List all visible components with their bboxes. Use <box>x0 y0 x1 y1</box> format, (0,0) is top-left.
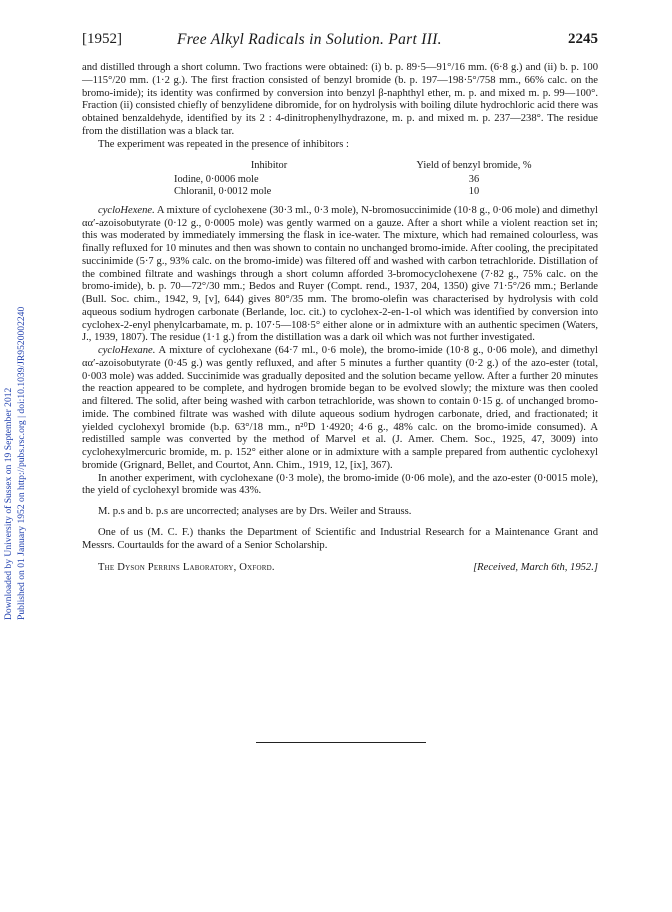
table-header-row <box>174 160 544 174</box>
paragraph-acknowledgement: One of us (M. C. F.) thanks the Department of Scientific and Industrial Research for a Maintenance Grant and Messrs. Courtaulds for the award of a Senior Scholarship. <box>82 526 598 551</box>
download-watermark <box>2 200 28 620</box>
cell-inhibitor: Iodine, 0·0006 mole <box>174 173 259 185</box>
paragraph-cyclohexene <box>82 205 598 345</box>
table-row <box>174 174 544 187</box>
paragraph-inhibitors-intro: The experiment was repeated in the presence of inhibitors : <box>98 138 349 150</box>
inhibitor-table <box>174 160 544 199</box>
section-heading-cyclohexane: cycloHexane. <box>98 345 156 356</box>
cell-yield: 10 <box>468 186 480 198</box>
page-number: 2245 <box>568 31 598 47</box>
end-rule <box>256 742 426 743</box>
doi-link[interactable]: Published on 01 January 1952 on http://pubs.rsc.org | doi:10.1039/JR9520002240 <box>16 306 27 620</box>
article-body <box>82 62 598 575</box>
download-notice: Downloaded by University of Sussex on 19 September 2012 <box>3 387 14 620</box>
header-title: Free Alkyl Radicals in Solution. Part III. <box>177 31 442 48</box>
cell-inhibitor: Chloranil, 0·0012 mole <box>174 186 272 198</box>
header-year: [1952] <box>82 31 122 47</box>
paragraph-fractions: and distilled through a short column. Two fractions were obtained: (i) b. p. 89·5—91°/16 mm. (6·8 g.) and (ii) b. p. 100—115°/20 mm. (1·2 g.). The first fraction consisted of benzyl bromide (b. p. 197—198·5°/758 mm., 66% calc. on the bromo-imide); its identity was confirmed by conversion into benzyl β-naphthyl ether, m. p. and mixed m. p. 99—100°. Fraction (ii) consisted chiefly of benzylidene dibromide, for on hydrolysis with boiling dilute hydrochloric acid there was obtained benzaldehyde, identified by its 2 : 4-dinitrophenylhydrazone, m. p. and mixed m. p. 237—238°. The residue from the distillation was a black tar. <box>82 62 598 137</box>
laboratory-address: The Dyson Perrins Laboratory, Oxford. <box>98 562 275 574</box>
column-header-yield: Yield of benzyl bromide, % <box>416 160 532 172</box>
column-header-inhibitor: Inhibitor <box>250 160 288 172</box>
paragraph-another-experiment: In another experiment, with cyclohexane (0·3 mole), the bromo-imide (0·06 mole), and the azo-ester (0·0015 mole), the yield of cyclohexyl bromide was 43%. <box>82 472 598 497</box>
cell-yield: 36 <box>468 173 480 185</box>
received-date: [Received, March 6th, 1952.] <box>473 562 598 574</box>
paragraph-cyclohexane-text: A mixture of cyclohexane (64·7 ml., 0·6 mole), the bromo-imide (10·8 g., 0·06 mole), and dimethyl αα′-azoisobutyrate (0·45 g.) was gently refluxed, and after 5 minutes a further quantity (0·2 g.) of the azo-ester (total, 0·003 mole) was added. Succinimide was gradually deposited and the solution became yellow. After a further 20 minutes the reaction appeared to be complete, and hydrogen bromide began to be evolved slowly; the mixture was then cooled and filtered. The solid, after being washed with carbon tetrachloride, was shown to contain 0·15 g. of unchanged bromo-imide. The combined filtrate was washed with dilute aqueous sodium hydrogen carbonate, dried, and fractionated; it yielded cyclohexyl bromide (b.p. 63°/18 mm., n²⁰D 1·4920; 4·6 g., 48% calc. on the bromo-imide consumed). A redistilled sample was converted by the method of Marvel et al. (J. Amer. Chem. Soc., 1925, 47, 3009) into cyclohexylmercuric bromide, m. p. 152° either alone or in admixture with a sample prepared from authentic cyclohexyl bromide (Grignard, Bellet, and Courtot, Ann. Chim., 1919, 12, [ix], 367). <box>82 345 598 471</box>
affiliation-line <box>82 562 598 575</box>
paragraph-cyclohexane <box>82 345 598 473</box>
table-row <box>174 186 544 199</box>
paragraph-uncorrected-note: M. p.s and b. p.s are uncorrected; analyses are by Drs. Weiler and Strauss. <box>98 506 412 517</box>
section-heading-cyclohexene: cycloHexene. <box>98 204 155 216</box>
paragraph-cyclohexene-text: A mixture of cyclohexene (30·3 ml., 0·3 mole), N-bromosuccinimide (10·8 g., 0·06 mole) and dimethyl αα′-azoisobutyrate (0·12 g., 0·0005 mole) was gently warmed on a gauze. After a short while a violent reaction set in; this was moderated by immediately immersing the flask in ice-water. The mixture, which had remained colourless, was finally refluxed for 10 minutes and then was shown to contain no unchanged bromo-imide. After cooling, the precipitated succinimide (5·7 g., 93% calc. on the bromo-imide) was filtered off and washed with carbon tetrachloride. Distillation of the combined filtrate and washings through a short column afforded 3-bromocyclohexene (7·82 g., 75% calc. on the bromo-imide), b. p. 70—72°/30 mm.; Bedos and Ruyer (Compt. rend., 1937, 204, 1350) give 71·5°/26 mm.; Berlande (Bull. Soc. chim., 1942, 9, [v], 644) gives 80°/35 mm. The bromo-olefin was characterised by hydrolysis with cold aqueous sodium hydrogen carbonate (Berlande, loc. cit.) to cyclohex-2-en-1-ol which was identified by conversion into cyclohex-2-enyl phenylcarbamate, m. p. 107·5—108·5° either alone or in admixture with an authentic specimen (Waters, J., 1939, 1807). The residue (1·1 g.) from the distillation was a dark oil which was not further investigated. <box>82 204 598 344</box>
running-header <box>82 31 598 49</box>
